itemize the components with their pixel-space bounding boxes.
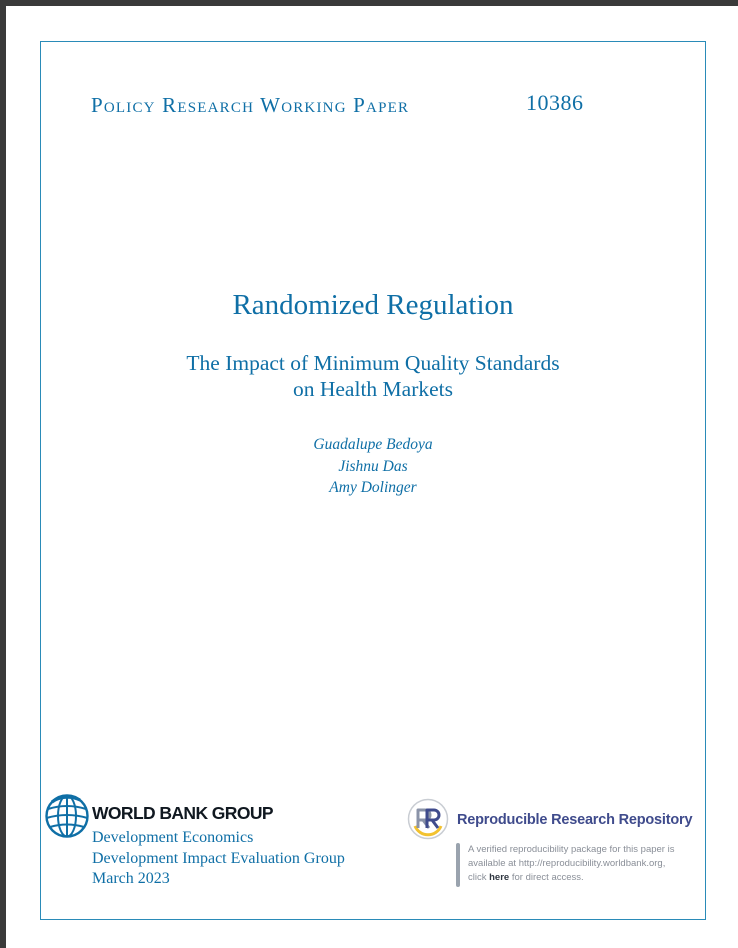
author: Guadalupe Bedoya: [313, 436, 433, 453]
author-list: [66, 434, 680, 499]
here-link[interactable]: here: [489, 872, 510, 883]
publishing-units: [92, 828, 345, 890]
note-text: ,: [662, 858, 666, 869]
note-text: available at: [468, 858, 519, 869]
note-divider: [456, 843, 460, 887]
note-line: [468, 871, 708, 885]
note-text: click: [468, 872, 490, 883]
document-page: [6, 6, 738, 948]
publication-date: March 2023: [92, 870, 170, 887]
paper-subtitle: [66, 350, 680, 402]
paper-title: Randomized Regulation: [232, 289, 514, 321]
reproducibility-note: [468, 843, 708, 885]
rrr-wordmark: Reproducible Research Repository: [457, 812, 693, 828]
note-line: A verified reproducibility package for this paper is: [468, 844, 675, 855]
unit-name: Development Impact Evaluation Group: [92, 849, 345, 867]
series-title: Policy Research Working Paper: [91, 93, 410, 117]
note-text: for direct access.: [509, 872, 584, 883]
globe-icon: [44, 793, 90, 839]
rrr-logo-icon: [407, 798, 449, 840]
wbg-wordmark: WORLD BANK GROUP: [92, 803, 273, 823]
repository-url-link[interactable]: http://reproducibility.worldbank.org: [518, 858, 663, 869]
author: Amy Dolinger: [329, 479, 417, 496]
subtitle-line: The Impact of Minimum Quality Standards: [186, 351, 560, 375]
author: Jishnu Das: [338, 457, 408, 475]
unit-name: Development Economics: [92, 829, 254, 846]
paper-number: 10386: [526, 90, 584, 115]
note-line: [468, 857, 708, 871]
subtitle-line: on Health Markets: [292, 377, 453, 401]
